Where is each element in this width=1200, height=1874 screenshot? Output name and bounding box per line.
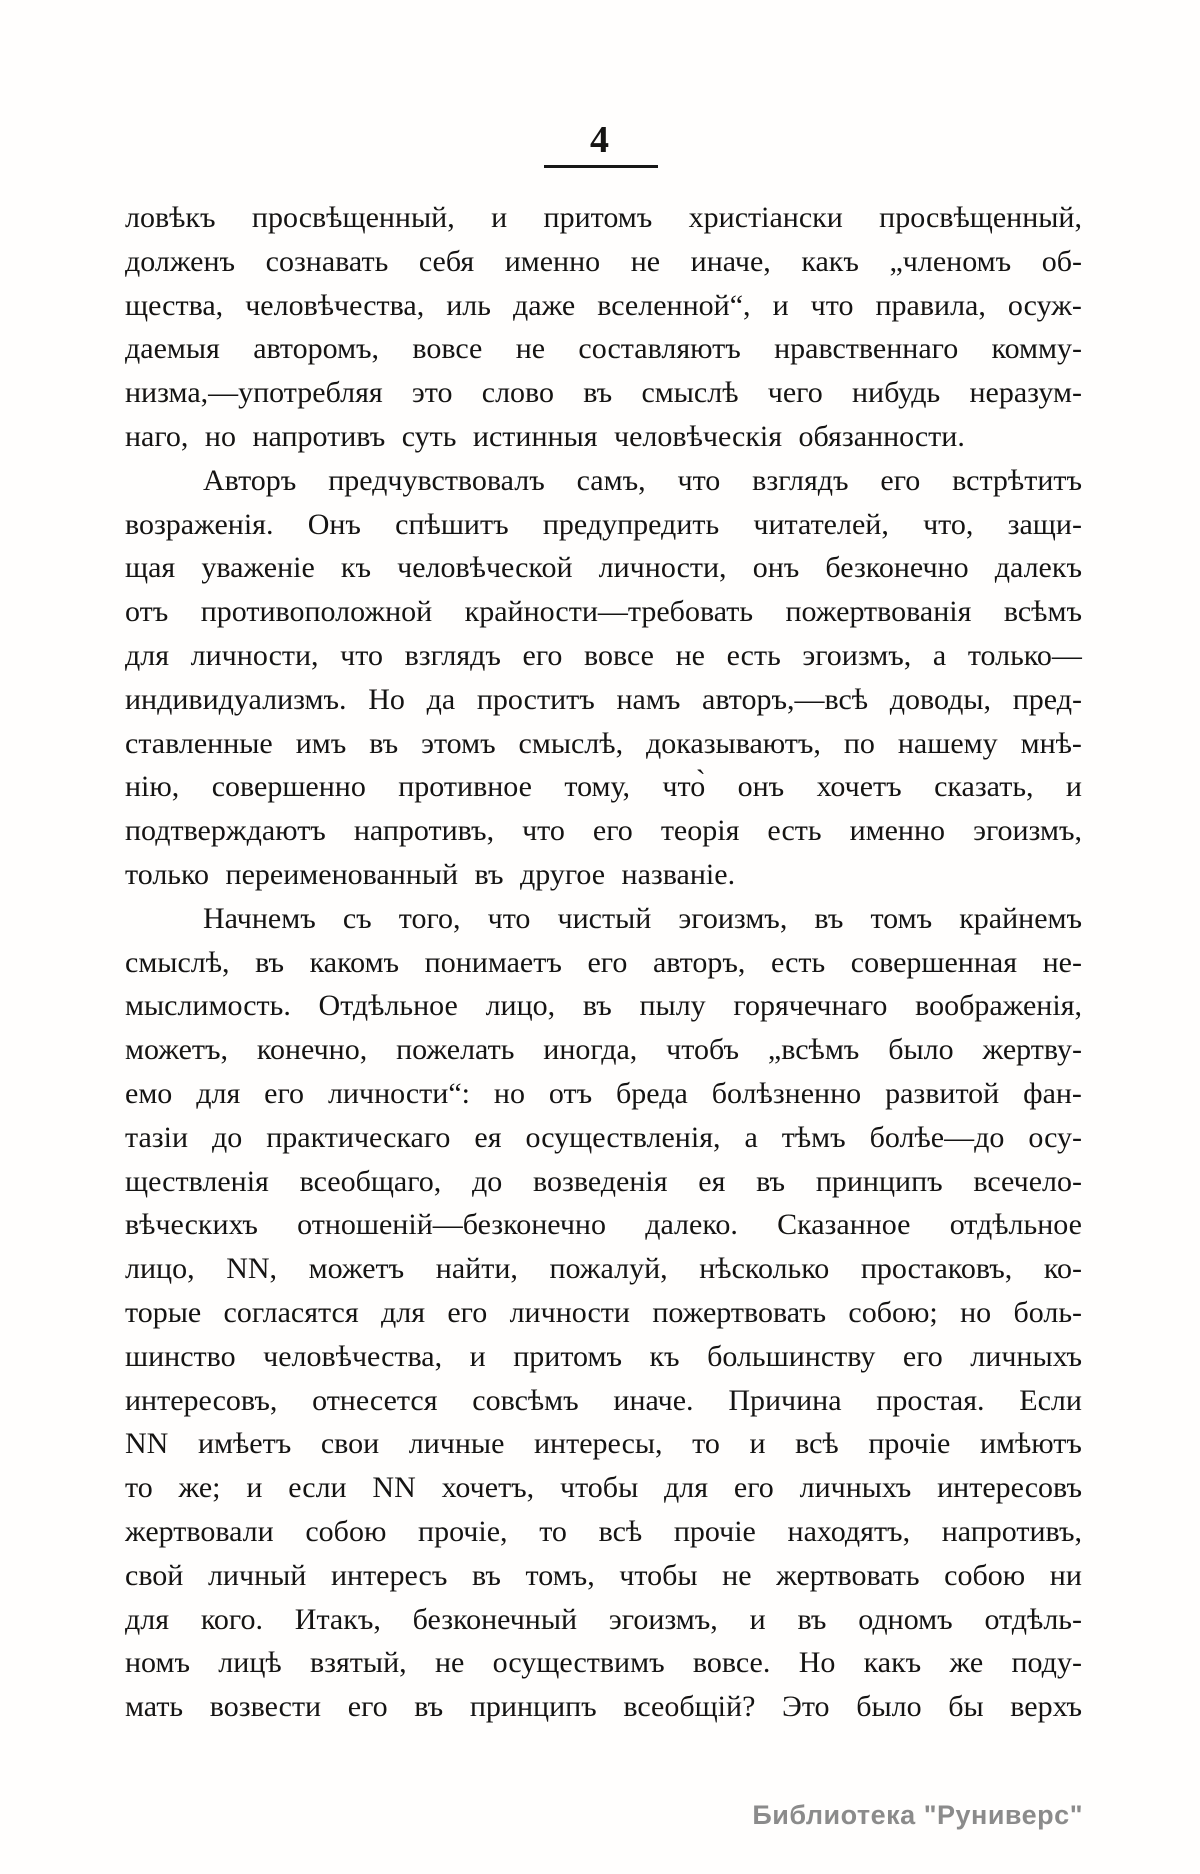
text-line: только переименованный въ другое названіе. [125, 857, 736, 891]
text-line: NN имѣетъ свои личные интересы, то и всѣ прочіе имѣютъ [125, 1427, 1082, 1461]
library-watermark: Библиотека "Руниверс" [752, 1800, 1083, 1830]
text-line: даемыя авторомъ, вовсе не составляютъ нравственнаго комму- [125, 332, 1082, 366]
text-line: то же; и если NN хочетъ, чтобы для его личныхъ интересовъ [125, 1471, 1082, 1505]
text-line: нію, совершенно противное тому, что̀ онъ хочетъ сказать, и [125, 770, 1082, 804]
paragraph [125, 459, 1082, 897]
text-line: Авторъ предчувствовалъ самъ, что взглядъ его встрѣтитъ [203, 463, 1082, 497]
text-line: щества, человѣчества, иль даже вселенной“, и что правила, осуж- [125, 288, 1082, 322]
text-line: долженъ сознавать себя именно не иначе, какъ „членомъ об- [125, 244, 1082, 278]
text-line: свой личный интересъ въ томъ, чтобы не жертвовать собою ни [125, 1558, 1082, 1592]
text-line: тазіи до практическаго ея осуществленія, а тѣмъ болѣе—до осу- [125, 1120, 1082, 1154]
text-line: низма,—употребляя это слово въ смыслѣ чего нибудь неразум- [125, 376, 1082, 410]
paragraph [125, 897, 1082, 1729]
text-line: ставленные имъ въ этомъ смыслѣ, доказываютъ, по нашему мнѣ- [125, 726, 1082, 760]
text-line: мыслимость. Отдѣльное лицо, въ пылу горячечнаго воображенія, [125, 989, 1082, 1023]
text-line: ществленія всеобщаго, до возведенія ея въ принципъ всечело- [125, 1164, 1082, 1198]
text-line: жертвовали собою прочіе, то всѣ прочіе находятъ, напротивъ, [125, 1514, 1082, 1548]
text-line: индивидуализмъ. Но да проститъ намъ авторъ,—всѣ доводы, пред- [125, 682, 1082, 716]
text-block [125, 196, 1082, 1729]
text-line: емо для его личности“: но отъ бреда болѣзненно развитой фан- [125, 1076, 1082, 1110]
page-number: 4 [590, 119, 610, 161]
text-line: щая уваженіе къ человѣческой личности, онъ безконечно далекъ [125, 551, 1082, 585]
page-number-divider [544, 165, 658, 168]
text-line: вѣческихъ отношеній—безконечно далеко. Сказанное отдѣльное [125, 1208, 1082, 1242]
text-line: шинство человѣчества, и притомъ къ большинству его личныхъ [125, 1339, 1082, 1373]
text-line: для личности, что взглядъ его вовсе не есть эгоизмъ, а только— [125, 638, 1082, 672]
text-line: смыслѣ, въ какомъ понимаетъ его авторъ, есть совершенная не- [125, 945, 1082, 979]
text-line: номъ лицѣ взятый, не осуществимъ вовсе. Но какъ же поду- [125, 1646, 1082, 1680]
text-line: интересовъ, отнесется совсѣмъ иначе. Причина простая. Если [125, 1383, 1082, 1417]
text-line: торые согласятся для его личности пожертвовать собою; но боль- [125, 1295, 1082, 1329]
text-line: подтверждаютъ напротивъ, что его теорія есть именно эгоизмъ, [125, 814, 1082, 848]
text-line: ловѣкъ просвѣщенный, и притомъ христіански просвѣщенный, [125, 201, 1082, 234]
text-line: для кого. Итакъ, безконечный эгоизмъ, и въ одномъ отдѣль- [125, 1602, 1082, 1636]
text-line: Начнемъ съ того, что чистый эгоизмъ, въ томъ крайнемъ [203, 901, 1082, 935]
text-line: можетъ, конечно, пожелать иногда, чтобъ „всѣмъ было жертву- [125, 1033, 1082, 1067]
text-line: возраженія. Онъ спѣшитъ предупредить читателей, что, защи- [125, 507, 1082, 541]
text-line: наго, но напротивъ суть истинныя человѣческія обязанности. [125, 419, 965, 453]
text-line: мать возвести его въ принципъ всеобщій? Это было бы верхъ [125, 1690, 1082, 1724]
text-line: отъ противоположной крайности—требовать пожертвованія всѣмъ [125, 595, 1082, 629]
text-line: лицо, NN, можетъ найти, пожалуй, нѣсколько простаковъ, ко- [125, 1252, 1082, 1286]
paragraph [125, 196, 1082, 459]
